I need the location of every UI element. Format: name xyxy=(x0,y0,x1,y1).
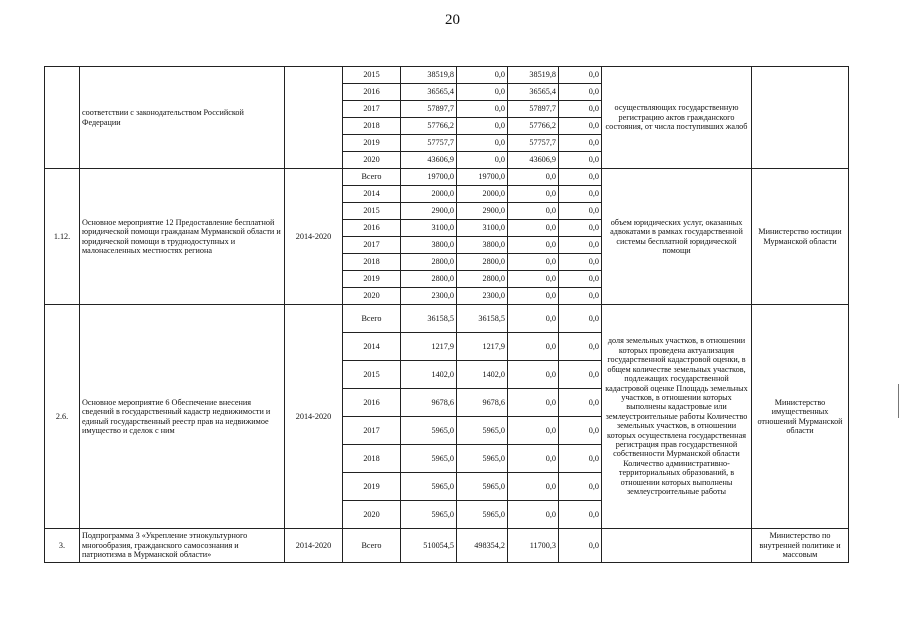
indicator-text: объем юридических услуг, оказанных адвокатами в рамках государственной системы бесплатной юридической помощи xyxy=(602,169,752,305)
total-cell: 36565,4 xyxy=(401,84,457,101)
executor-text: Министерство по внутренней политике и массовым xyxy=(752,529,849,563)
total-cell: 5965,0 xyxy=(401,473,457,501)
block-2-6 xyxy=(45,305,849,529)
block-subprogram-3 xyxy=(45,529,849,563)
federal-budget-cell: 0,0 xyxy=(508,169,559,186)
other-cell: 0,0 xyxy=(559,118,602,135)
year-cell: 2014 xyxy=(343,186,401,203)
page-number: 20 xyxy=(445,12,460,28)
row-number-cell: 3. xyxy=(45,529,80,563)
other-cell: 0,0 xyxy=(559,84,602,101)
year-cell: 2020 xyxy=(343,152,401,169)
other-cell: 0,0 xyxy=(559,361,602,389)
period-cell xyxy=(285,67,343,169)
other-cell: 0,0 xyxy=(559,186,602,203)
regional-budget-cell: 498354,2 xyxy=(457,529,508,563)
year-cell: 2017 xyxy=(343,237,401,254)
total-cell: 3800,0 xyxy=(401,237,457,254)
scan-edge-mark xyxy=(898,384,899,418)
federal-budget-cell: 0,0 xyxy=(508,501,559,529)
total-cell: 2800,0 xyxy=(401,254,457,271)
other-cell: 0,0 xyxy=(559,220,602,237)
year-cell: 2015 xyxy=(343,203,401,220)
block-continuation xyxy=(45,67,849,169)
other-cell: 0,0 xyxy=(559,254,602,271)
year-cell: 2019 xyxy=(343,135,401,152)
executor-text: Министерство юстиции Мурманской области xyxy=(752,169,849,305)
indicator-text xyxy=(602,529,752,563)
regional-budget-cell: 2000,0 xyxy=(457,186,508,203)
year-cell: 2018 xyxy=(343,118,401,135)
total-cell: 510054,5 xyxy=(401,529,457,563)
period-cell: 2014-2020 xyxy=(285,169,343,305)
program-table xyxy=(44,66,849,563)
regional-budget-cell: 0,0 xyxy=(457,84,508,101)
indicator-text: доля земельных участков, в отношении которых проведена актуализация государственной кадастровой оценки, в общем количестве земельных участков, подлежащих государственной кадастровой оценке Площадь земельных участков, в отношении которых выполнены кадастровые или землеустроительные работы Количество земельных участков, в отношении которых осуществлена государственная регистрация прав государственной собственности Мурманской области Количество административно-территориальных образований, в отношении которых выполнены землеустроительные работы xyxy=(602,305,752,529)
activity-name: Основное мероприятие 12 Предоставление бесплатной юридической помощи гражданам Мурманской области и юридической помощи в труднодоступных и малонаселенных местностях региона xyxy=(80,169,285,305)
other-cell: 0,0 xyxy=(559,501,602,529)
other-cell: 0,0 xyxy=(559,152,602,169)
year-cell: 2019 xyxy=(343,271,401,288)
regional-budget-cell: 3800,0 xyxy=(457,237,508,254)
other-cell: 0,0 xyxy=(559,237,602,254)
year-cell: 2016 xyxy=(343,389,401,417)
total-cell: 1217,9 xyxy=(401,333,457,361)
year-cell: Всего xyxy=(343,169,401,186)
total-cell: 2000,0 xyxy=(401,186,457,203)
federal-budget-cell: 0,0 xyxy=(508,237,559,254)
total-cell: 57766,2 xyxy=(401,118,457,135)
total-cell: 9678,6 xyxy=(401,389,457,417)
other-cell: 0,0 xyxy=(559,101,602,118)
other-cell: 0,0 xyxy=(559,445,602,473)
federal-budget-cell: 0,0 xyxy=(508,333,559,361)
federal-budget-cell: 57757,7 xyxy=(508,135,559,152)
federal-budget-cell: 0,0 xyxy=(508,305,559,333)
year-cell: 2020 xyxy=(343,288,401,305)
row-number-cell: 2.6. xyxy=(45,305,80,529)
federal-budget-cell: 57897,7 xyxy=(508,101,559,118)
regional-budget-cell: 5965,0 xyxy=(457,473,508,501)
federal-budget-cell: 0,0 xyxy=(508,445,559,473)
total-cell: 36158,5 xyxy=(401,305,457,333)
executor-text xyxy=(752,67,849,169)
other-cell: 0,0 xyxy=(559,288,602,305)
other-cell: 0,0 xyxy=(559,529,602,563)
total-cell: 43606,9 xyxy=(401,152,457,169)
other-cell: 0,0 xyxy=(559,169,602,186)
regional-budget-cell: 2800,0 xyxy=(457,254,508,271)
year-cell: 2018 xyxy=(343,445,401,473)
regional-budget-cell: 0,0 xyxy=(457,101,508,118)
period-cell: 2014-2020 xyxy=(285,305,343,529)
activity-name: Основное мероприятие 6 Обеспечение внесения сведений в государственный кадастр недвижимости и единый государственный реестр прав на недвижимое имущество и сделок с ним xyxy=(80,305,285,529)
total-cell: 19700,0 xyxy=(401,169,457,186)
federal-budget-cell: 0,0 xyxy=(508,271,559,288)
total-cell: 5965,0 xyxy=(401,445,457,473)
period-cell: 2014-2020 xyxy=(285,529,343,563)
total-cell: 2900,0 xyxy=(401,203,457,220)
total-cell: 38519,8 xyxy=(401,67,457,84)
regional-budget-cell: 1402,0 xyxy=(457,361,508,389)
federal-budget-cell: 0,0 xyxy=(508,203,559,220)
year-cell: 2014 xyxy=(343,333,401,361)
regional-budget-cell: 2800,0 xyxy=(457,271,508,288)
other-cell: 0,0 xyxy=(559,135,602,152)
federal-budget-cell: 0,0 xyxy=(508,220,559,237)
indicator-text: осуществляющих государственную регистрацию актов гражданского состояния, от числа поступивших жалоб xyxy=(602,67,752,169)
regional-budget-cell: 36158,5 xyxy=(457,305,508,333)
regional-budget-cell: 1217,9 xyxy=(457,333,508,361)
other-cell: 0,0 xyxy=(559,67,602,84)
federal-budget-cell: 0,0 xyxy=(508,186,559,203)
total-cell: 57897,7 xyxy=(401,101,457,118)
regional-budget-cell: 5965,0 xyxy=(457,501,508,529)
federal-budget-cell: 38519,8 xyxy=(508,67,559,84)
regional-budget-cell: 2900,0 xyxy=(457,203,508,220)
federal-budget-cell: 0,0 xyxy=(508,389,559,417)
other-cell: 0,0 xyxy=(559,389,602,417)
federal-budget-cell: 36565,4 xyxy=(508,84,559,101)
federal-budget-cell: 57766,2 xyxy=(508,118,559,135)
total-cell: 2800,0 xyxy=(401,271,457,288)
other-cell: 0,0 xyxy=(559,271,602,288)
total-cell: 2300,0 xyxy=(401,288,457,305)
federal-budget-cell: 0,0 xyxy=(508,288,559,305)
other-cell: 0,0 xyxy=(559,305,602,333)
total-cell: 57757,7 xyxy=(401,135,457,152)
regional-budget-cell: 2300,0 xyxy=(457,288,508,305)
regional-budget-cell: 9678,6 xyxy=(457,389,508,417)
year-cell: 2018 xyxy=(343,254,401,271)
activity-name: Подпрограмма 3 «Укрепление этнокультурного многообразия, гражданского самосознания и патриотизма в Мурманской области» xyxy=(80,529,285,563)
row-number-cell: 1.12. xyxy=(45,169,80,305)
year-cell: Всего xyxy=(343,305,401,333)
row-number-cell xyxy=(45,67,80,169)
year-cell: 2017 xyxy=(343,417,401,445)
total-cell: 1402,0 xyxy=(401,361,457,389)
federal-budget-cell: 0,0 xyxy=(508,361,559,389)
other-cell: 0,0 xyxy=(559,473,602,501)
activity-name: соответствии с законодательством Российской Федерации xyxy=(80,67,285,169)
other-cell: 0,0 xyxy=(559,203,602,220)
federal-budget-cell: 11700,3 xyxy=(508,529,559,563)
federal-budget-cell: 0,0 xyxy=(508,417,559,445)
year-cell: 2017 xyxy=(343,101,401,118)
regional-budget-cell: 5965,0 xyxy=(457,417,508,445)
federal-budget-cell: 0,0 xyxy=(508,473,559,501)
other-cell: 0,0 xyxy=(559,333,602,361)
regional-budget-cell: 0,0 xyxy=(457,135,508,152)
federal-budget-cell: 0,0 xyxy=(508,254,559,271)
block-1-12 xyxy=(45,169,849,305)
regional-budget-cell: 5965,0 xyxy=(457,445,508,473)
total-cell: 5965,0 xyxy=(401,417,457,445)
regional-budget-cell: 0,0 xyxy=(457,67,508,84)
year-cell: Всего xyxy=(343,529,401,563)
year-cell: 2016 xyxy=(343,220,401,237)
year-cell: 2019 xyxy=(343,473,401,501)
regional-budget-cell: 19700,0 xyxy=(457,169,508,186)
executor-text: Министерство имущественных отношений Мурманской области xyxy=(752,305,849,529)
regional-budget-cell: 0,0 xyxy=(457,118,508,135)
regional-budget-cell: 0,0 xyxy=(457,152,508,169)
year-cell: 2015 xyxy=(343,361,401,389)
year-cell: 2015 xyxy=(343,67,401,84)
total-cell: 3100,0 xyxy=(401,220,457,237)
regional-budget-cell: 3100,0 xyxy=(457,220,508,237)
year-cell: 2016 xyxy=(343,84,401,101)
total-cell: 5965,0 xyxy=(401,501,457,529)
other-cell: 0,0 xyxy=(559,417,602,445)
year-cell: 2020 xyxy=(343,501,401,529)
federal-budget-cell: 43606,9 xyxy=(508,152,559,169)
